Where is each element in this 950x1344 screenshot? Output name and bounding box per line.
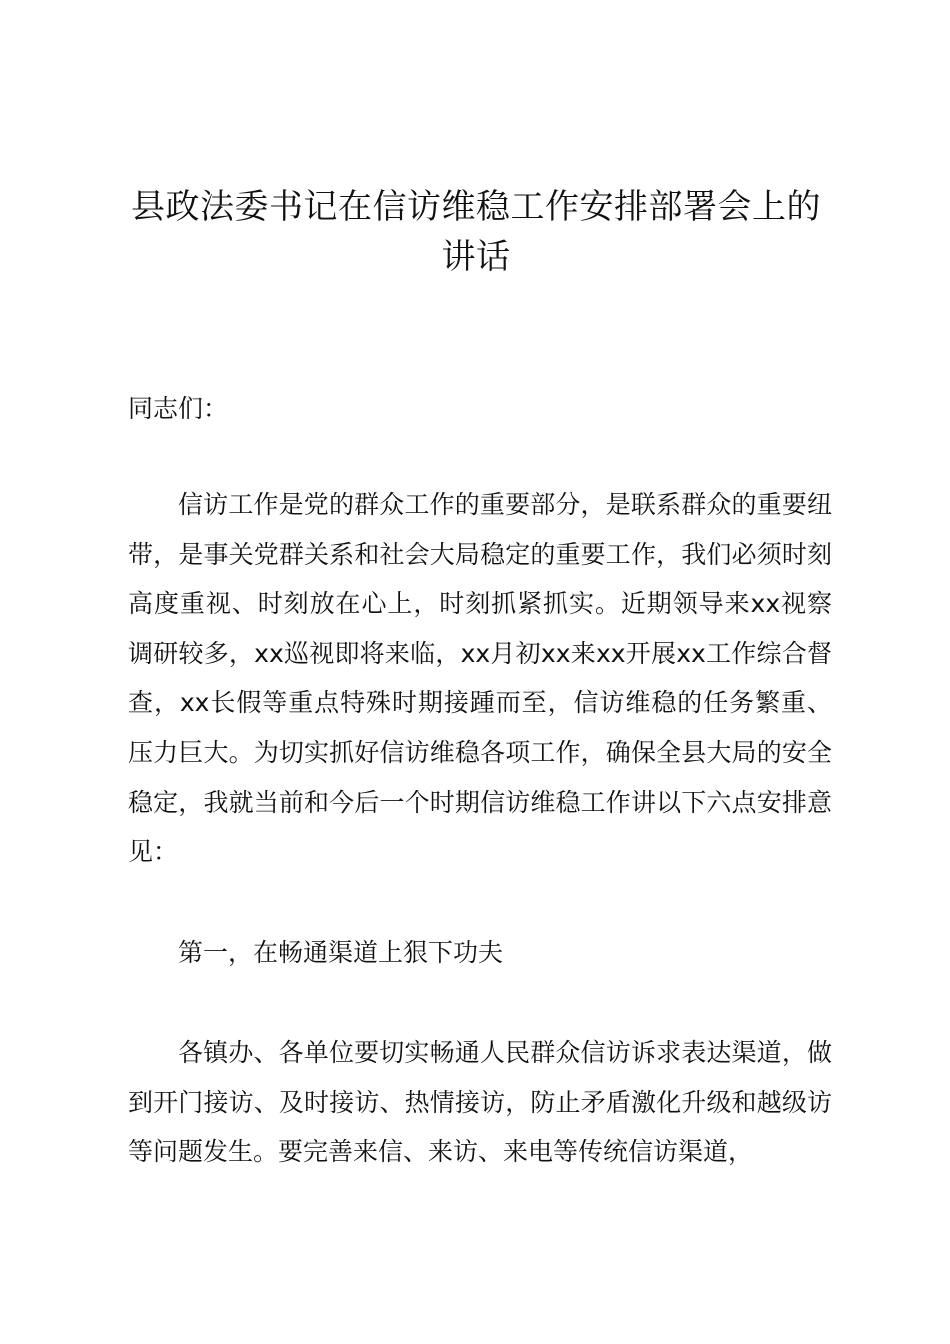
salutation: 同志们： (128, 394, 229, 423)
section-heading: 第一，在畅通渠道上狠下功夫 (178, 938, 504, 967)
paragraph-intro: 信访工作是党的群众工作的重要部分，是联系群众的重要纽带，是事关党群关系和社会大局稳定的重要工作，我们必须时刻高度重视、时刻放在心上，时刻抓紧抓实。近期领导来xx视察调研较多，xx巡视即将来临，xx月初xx来xx开展xx工作综合督查，xx长假等重点特殊时期接踵而至，信访维稳的任务繁重、压力巨大。为切实抓好信访维稳各项工作，确保全县大局的安全稳定，我就当前和今后一个时期信访维稳工作讲以下六点安排意见： (128, 490, 832, 867)
paragraph-section-1: 各镇办、各单位要切实畅通人民群众信访诉求表达渠道，做到开门接访、及时接访、热情接访，防止矛盾激化升级和越级访等问题发生。要完善来信、来访、来电等传统信访渠道， (128, 1038, 832, 1167)
document-title: 县政法委书记在信访维稳工作安排部署会上的讲话 (131, 187, 821, 277)
